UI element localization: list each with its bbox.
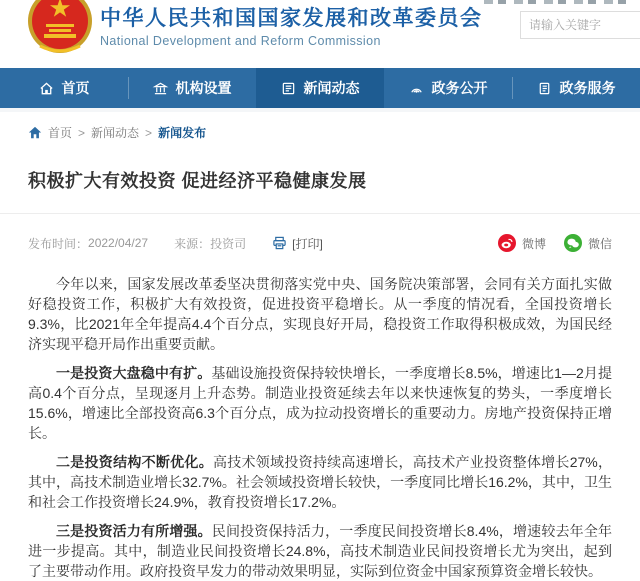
breadcrumb-home-icon[interactable] (28, 126, 42, 139)
document-icon (537, 81, 552, 96)
nav-item-label: 首页 (61, 80, 90, 96)
institution-icon (153, 81, 168, 96)
news-icon (281, 81, 296, 96)
nav-item-gov-open[interactable] (384, 68, 512, 108)
nav-item-home[interactable] (0, 68, 128, 108)
breadcrumb-news[interactable]: 新闻动态 (91, 126, 140, 140)
publish-time: 发布时间： 2022/04/27 (28, 236, 149, 251)
title-divider (0, 213, 640, 214)
print-button[interactable] (272, 235, 323, 252)
wechat-icon (564, 234, 582, 252)
article-meta (28, 234, 612, 252)
share-weibo[interactable] (498, 234, 546, 252)
breadcrumb-home[interactable]: 首页 (48, 126, 73, 140)
printer-icon (272, 236, 287, 250)
site-title-english: National Development and Reform Commission (100, 34, 381, 49)
site-title-chinese: 中华人民共和国国家发展和改革委员会 (100, 7, 483, 30)
source: 来源： 投资司 (174, 236, 247, 251)
paragraph-intro: 今年以来，国家发展改革委坚决贯彻落实党中央、国务院决策部署，会同有关方面扎实做好稳投资工作，积极扩大有效投资，促进投资平稳增长。从一季度的情况看，全国投资增长9.3%，比2021年全年提高4.4个百分点，实现良好开局，稳投资工作取得积极成效，为国民经济实现平稳开局作出重要贡献。 (28, 276, 612, 352)
nav-item-news[interactable] (256, 68, 384, 108)
paragraph-point-2: 二是投资结构不断优化。高技术领域投资持续高速增长，高技术产业投资整体增长27%，其中，高技术制造业增长32.7%。社会领域投资增长较快，一季度同比增长16.2%，其中，卫生和社会工作投资增长24.9%，教育投资增长17.2%。 (28, 454, 612, 510)
masthead (100, 6, 483, 48)
breadcrumb-separator: > (78, 125, 86, 140)
weibo-label: 微博 (521, 236, 546, 251)
page-title: 积极扩大有效投资 促进经济平稳健康发展 (28, 171, 367, 191)
search-input[interactable] (520, 11, 640, 39)
weibo-icon (498, 234, 516, 252)
clipped-top-links (484, 0, 634, 4)
breadcrumb (0, 112, 640, 141)
share-group (498, 234, 612, 252)
nav-item-label: 机构设置 (175, 80, 232, 96)
national-emblem-icon (26, 0, 94, 58)
print-label: [打印] (292, 236, 323, 251)
breadcrumb-separator: > (145, 125, 153, 140)
home-icon (39, 81, 54, 96)
main-nav (0, 68, 640, 108)
nav-item-label: 政务服务 (559, 80, 616, 96)
nav-item-label: 新闻动态 (303, 80, 360, 96)
nav-item-organization[interactable] (128, 68, 256, 108)
paragraph-point-3: 三是投资活力有所增强。民间投资保持活力，一季度民间投资增长8.4%，增速较去年全年进一步提高。其中，制造业民间投资增长24.8%，高技术制造业民间投资增长尤为突出，起到了主要带动作用。政府投资早发力的带动效果明显，实际到位资金中国家预算资金增长较快。 (28, 523, 612, 579)
wechat-label: 微信 (587, 236, 612, 251)
nav-item-gov-services[interactable] (512, 68, 640, 108)
paragraph-point-1: 一是投资大盘稳中有扩。基础设施投资保持较快增长，一季度增长8.5%，增速比1—2月提高0.4个百分点，呈现逐月上升态势。制造业投资延续去年以来快速恢复的势头，一季度增长15.6%，增速比全部投资高6.3个百分点，成为拉动投资增长的重要动力。房地产投资保持正增长。 (28, 365, 613, 441)
nav-item-label: 政务公开 (431, 80, 488, 96)
breadcrumb-current: 新闻发布 (158, 126, 207, 140)
site-header (0, 0, 640, 68)
broadcast-icon (409, 81, 424, 96)
share-wechat[interactable] (564, 234, 612, 252)
article-body (28, 274, 612, 581)
